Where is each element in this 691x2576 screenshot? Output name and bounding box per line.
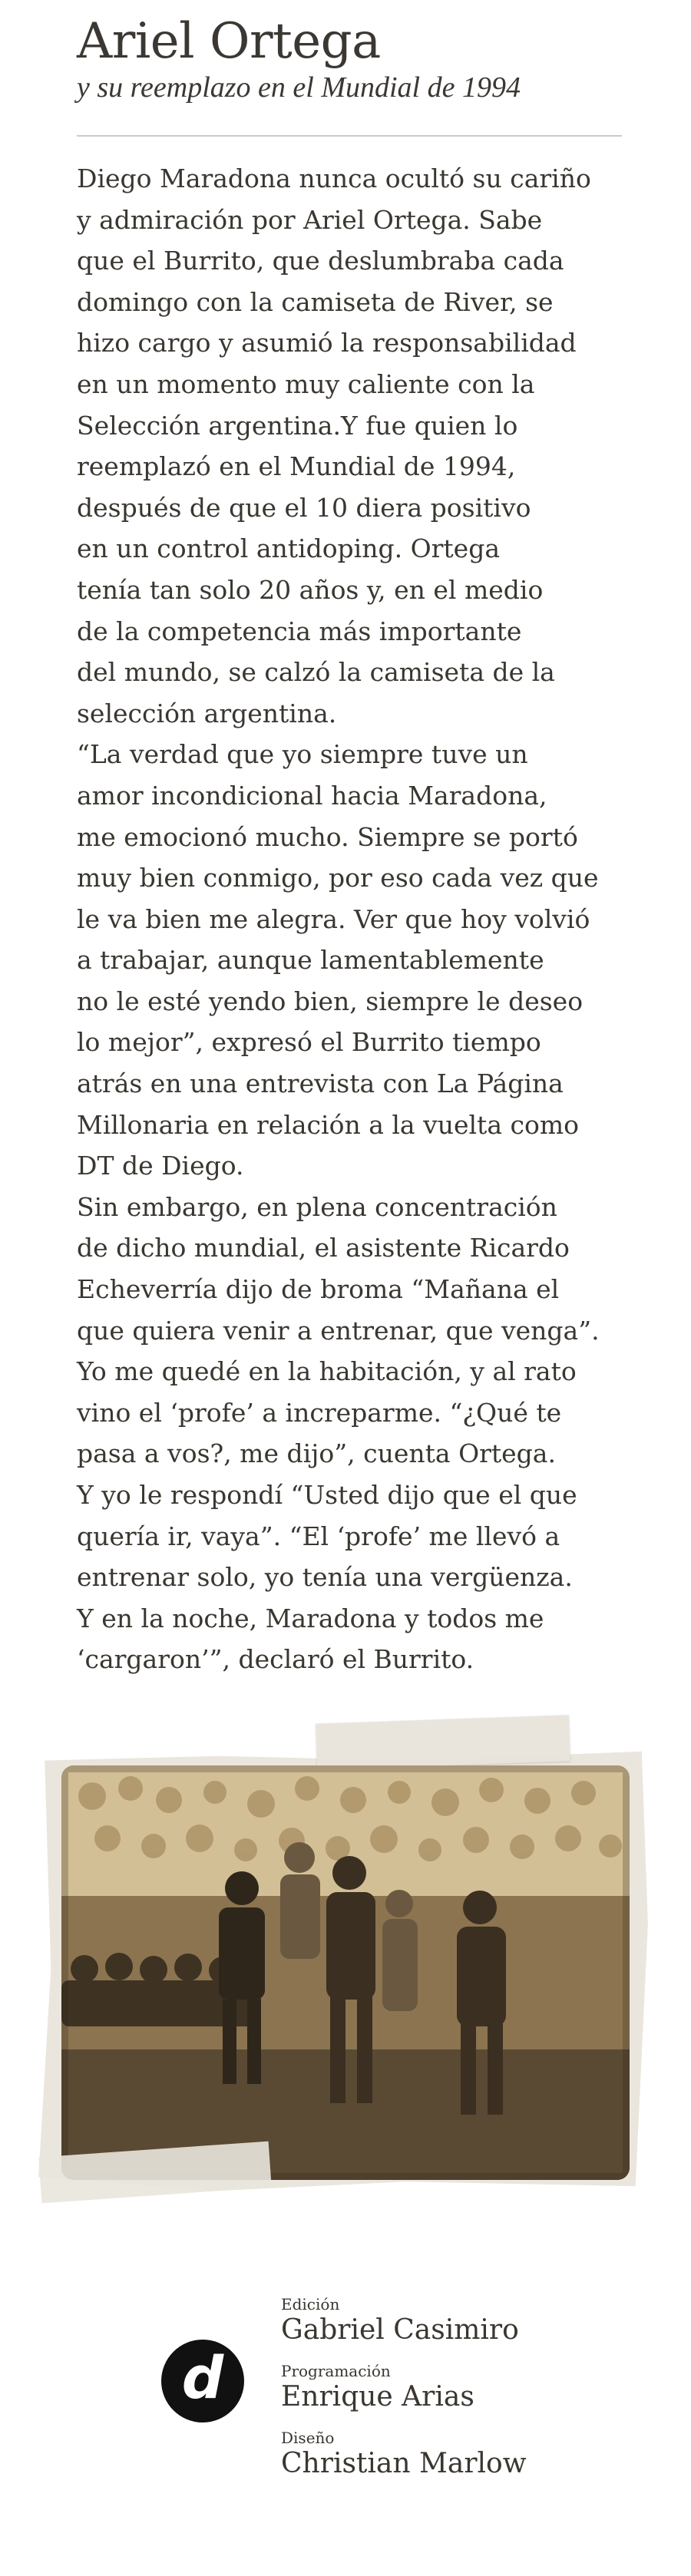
- article-line: atrás en una entrevista con La Página: [77, 1068, 564, 1099]
- article-line: en un control antidoping. Ortega: [77, 533, 501, 564]
- logo-letter: d: [181, 2343, 224, 2412]
- article-line: en un momento muy caliente con la: [77, 368, 535, 399]
- credit-name: Gabriel Casimiro: [281, 2314, 519, 2346]
- article-line: lo mejor”, expresó el Burrito tiempo: [77, 1027, 541, 1058]
- article-line: selección argentina.: [77, 698, 337, 728]
- article-line: domingo con la camiseta de River, se: [77, 286, 554, 317]
- article-line: amor incondicional hacia Maradona,: [77, 780, 547, 811]
- article-line: de la competencia más importante: [77, 616, 522, 646]
- article-body: [77, 158, 630, 1680]
- credit-diseno: [281, 2429, 527, 2480]
- article-line: no le esté yendo bien, siempre le deseo: [77, 986, 584, 1016]
- article-line: que quiera venir a entrenar, que venga”.: [77, 1315, 600, 1346]
- article-line: Selección argentina.Y fue quien lo: [77, 410, 518, 441]
- credit-label: Diseño: [281, 2429, 335, 2447]
- publisher-logo: [161, 2340, 244, 2422]
- photo-illustration: [61, 1765, 630, 2180]
- credit-label: Edición: [281, 2295, 340, 2313]
- header-divider: [77, 135, 622, 137]
- football-match-photo: [61, 1765, 630, 2180]
- article-line: de dicho mundial, el asistente Ricardo: [77, 1233, 570, 1263]
- article-line: ‘cargaron’”, declaró el Burrito.: [77, 1644, 474, 1675]
- credit-label: Programación: [281, 2362, 391, 2380]
- article-line: vino el ‘profe’ a increparme. “¿Qué te: [77, 1397, 562, 1428]
- article-line: Diego Maradona nunca ocultó su cariño: [77, 163, 591, 193]
- article-line: “La verdad que yo siempre tuve un: [77, 739, 528, 770]
- credit-name: Enrique Arias: [281, 2381, 474, 2413]
- article-line: hizo cargo y asumió la responsabilidad: [77, 328, 577, 358]
- credit-name: Christian Marlow: [281, 2448, 527, 2479]
- article-line: entrenar solo, yo tenía una vergüenza.: [77, 1562, 573, 1593]
- article-line: pasa a vos?, me dijo”, cuenta Ortega.: [77, 1438, 556, 1469]
- article-line: Sin embargo, en plena concentración: [77, 1191, 557, 1222]
- article-line: tenía tan solo 20 años y, en el medio: [77, 574, 544, 605]
- article-line: reemplazó en el Mundial de 1994,: [77, 451, 516, 482]
- article-line: Millonaria en relación a la vuelta como: [77, 1109, 579, 1140]
- page-title: Ariel Ortega: [77, 13, 381, 70]
- article-line: Echeverría dijo de broma “Mañana el: [77, 1274, 560, 1305]
- article-line: DT de Diego.: [77, 1151, 244, 1181]
- page-subtitle: y su reemplazo en el Mundial de 1994: [77, 71, 521, 104]
- photo-frame: [32, 1719, 654, 2211]
- article-line: quería ir, vaya”. “El ‘profe’ me llevó a: [77, 1521, 560, 1551]
- article-line: del mundo, se calzó la camiseta de la: [77, 657, 555, 688]
- credit-edicion: [281, 2295, 519, 2346]
- article-line: que el Burrito, que deslumbraba cada: [77, 246, 564, 276]
- article-line: Yo me quedé en la habitación, y al rato: [77, 1356, 577, 1387]
- article-line: Y yo le respondí “Usted dijo que el que: [77, 1480, 577, 1510]
- credit-programacion: [281, 2362, 474, 2413]
- article-line: muy bien conmigo, por eso cada vez que: [77, 863, 599, 893]
- article-line: le va bien me alegra. Ver que hoy volvió: [77, 903, 590, 934]
- article-line: me emocionó mucho. Siempre se portó: [77, 821, 578, 852]
- article-line: a trabajar, aunque lamentablemente: [77, 945, 544, 976]
- article-line: Y en la noche, Maradona y todos me: [77, 1603, 544, 1633]
- photo-tape-top: [316, 1715, 570, 1769]
- article-line: después de que el 10 diera positivo: [77, 492, 531, 523]
- article-header: [77, 14, 614, 105]
- article-line: y admiración por Ariel Ortega. Sabe: [77, 204, 543, 235]
